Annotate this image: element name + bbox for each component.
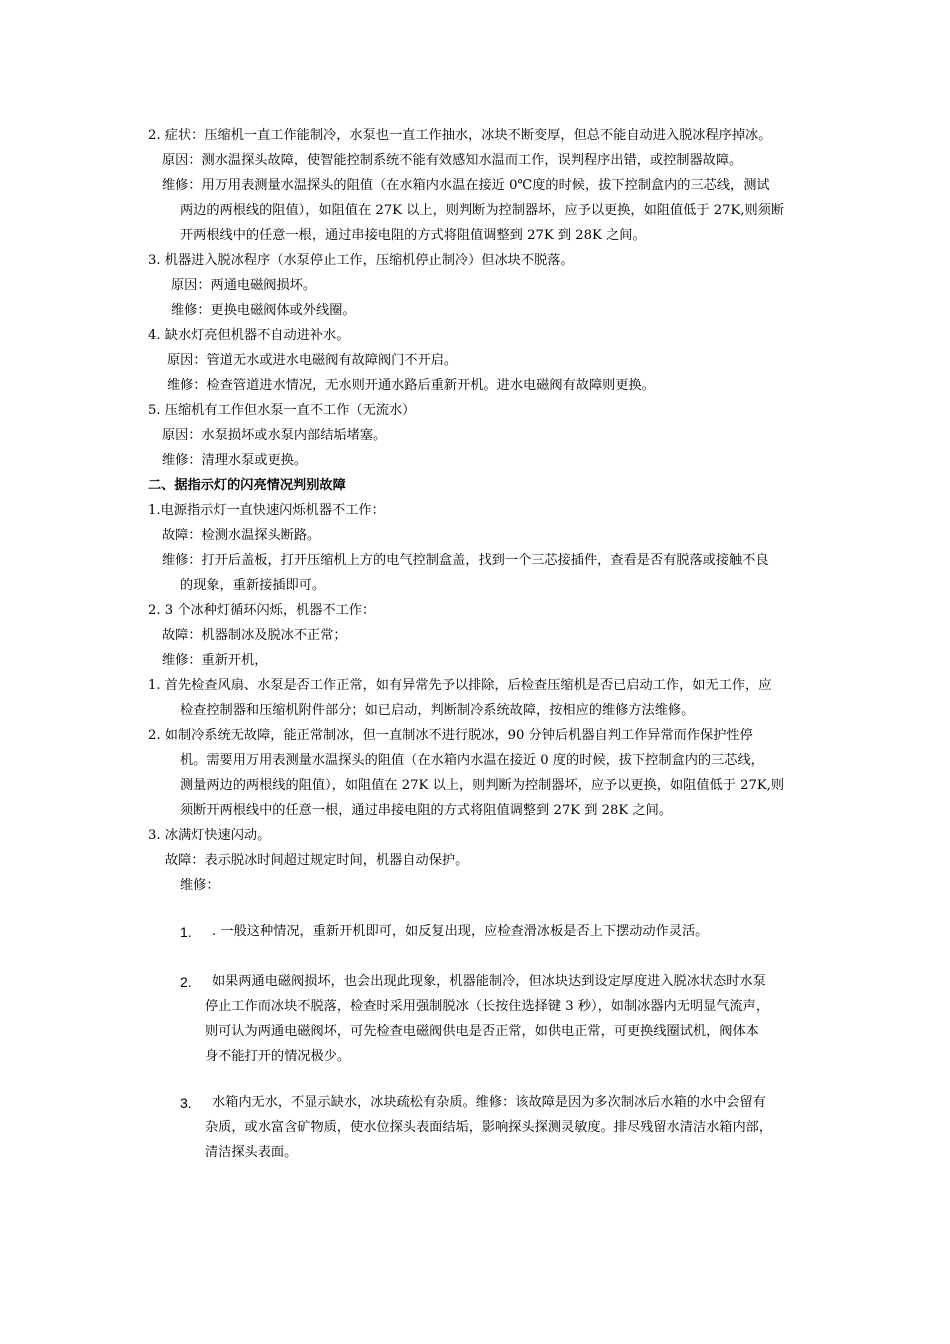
text-line: 2. 症状：压缩机一直工作能制冷，水泵也一直工作抽水，冰块不断变厚，但总不能自动进入脱冰程序掉冰。: [148, 128, 772, 143]
text-line: 3. 冰满灯快速闪动。: [148, 828, 271, 843]
text-line: 两边的两根线的阻值），如阻值在 27K 以上，则判断为控制器坏，应予以更换，如阻值低于 27K,则须断: [180, 203, 785, 218]
list-item-line: 清洁探头表面。: [205, 1145, 298, 1160]
text-line: 开两根线中的任意一根，通过串接电阻的方式将阻值调整到 27K 到 28K 之间。: [180, 228, 646, 243]
list-item-line: 身不能打开的情况极少。: [205, 1049, 351, 1064]
list-item-line: 停止工作而冰块不脱落，检查时采用强制脱冰（长按住选择键 3 秒），如制冰器内无明显气流声，: [205, 999, 770, 1014]
text-line: 原因：两通电磁阀损坏。: [171, 278, 317, 293]
text-line: 2. 如制冷系统无故障，能正常制冰，但一直制冰不进行脱冰，90 分钟后机器自判工作异常而作保护性停: [148, 728, 753, 743]
text-line: 原因：管道无水或进水电磁阀有故障阀门不开启。: [167, 353, 458, 368]
list-number: 2.: [180, 974, 192, 990]
text-line: 须断开两根线中的任意一根，通过串接电阻的方式将阻值调整到 27K 到 28K 之间。: [180, 803, 673, 818]
text-line: 故障：机器制冰及脱冰不正常；: [162, 628, 347, 643]
section-heading: 二、据指示灯的闪亮情况判别故障: [148, 478, 346, 493]
text-line: 1. 首先检查风扇、水泵是否工作正常，如有异常先予以排除，后检查压缩机是否已启动工作，如无工作，应: [148, 678, 772, 693]
list-number: 1.: [180, 924, 192, 940]
text-line: 故障：检测水温探头断路。: [162, 528, 321, 543]
text-line: 故障：表示脱冰时间超过规定时间，机器自动保护。: [165, 853, 469, 868]
text-line: 1.电源指示灯一直快速闪烁机器不工作：: [148, 503, 385, 518]
text-line: 维修：: [180, 878, 220, 893]
text-line: 机。需要用万用表测量水温探头的阻值（在水箱内水温在接近 0 度的时候，拔下控制盒内的三芯线，: [180, 753, 764, 768]
text-line: 5. 压缩机有工作但水泵一直不工作（无流水）: [148, 403, 416, 418]
text-line: 维修：重新开机，: [162, 653, 268, 668]
list-item-line: 则可认为两通电磁阀坏，可先检查电磁阀供电是否正常，如供电正常，可更换线圈试机，阀体本: [205, 1024, 759, 1039]
list-item-line: 水箱内无水，不显示缺水，冰块疏松有杂质。维修：该故障是因为多次制冰后水箱的水中会留有: [212, 1095, 766, 1110]
list-item-line: 杂质，或水富含矿物质，使水位探头表面结垢，影响探头探测灵敏度。排尽残留水清洁水箱内部，: [205, 1120, 773, 1135]
text-line: 原因：测水温探头故障，使智能控制系统不能有效感知水温而工作，误判程序出错，或控制器故障。: [162, 153, 743, 168]
text-line: 维修：打开后盖板，打开压缩机上方的电气控制盒盖，找到一个三芯接插件，查看是否有脱落或接触不良: [162, 553, 769, 568]
text-line: 检查控制器和压缩机附件部分；如已启动，判断制冷系统故障，按相应的维修方法维修。: [180, 703, 695, 718]
text-line: 3. 机器进入脱冰程序（水泵停止工作，压缩机停止制冷）但冰块不脱落。: [148, 253, 574, 268]
text-line: 维修：用万用表测量水温探头的阻值（在水箱内水温在接近 0℃度的时候，拔下控制盒内的三芯线，测试: [162, 178, 770, 193]
text-line: 测量两边的两根线的阻值），如阻值在 27K 以上，则判断为控制器坏，应予以更换，如阻值低于 27K,则: [180, 778, 785, 793]
list-item-line: . 一般这种情况，重新开机即可，如反复出现，应检查滑冰板是否上下摆动动作灵活。: [212, 924, 709, 939]
text-line: 维修：清理水泵或更换。: [162, 453, 308, 468]
text-line: 维修：更换电磁阀体或外线圈。: [171, 303, 356, 318]
list-item-line: 如果两通电磁阀损坏，也会出现此现象，机器能制冷，但冰块达到设定厚度进入脱冰状态时水泵: [212, 974, 766, 989]
text-line: 的现象，重新接插即可。: [180, 578, 326, 593]
text-line: 4. 缺水灯亮但机器不自动进补水。: [148, 328, 350, 343]
text-line: 原因：水泵损坏或水泵内部结垢堵塞。: [162, 428, 387, 443]
list-number: 3.: [180, 1095, 192, 1111]
text-line: 2. 3 个冰种灯循环闪烁，机器不工作：: [148, 603, 376, 618]
text-line: 维修：检查管道进水情况，无水则开通水路后重新开机。进水电磁阀有故障则更换。: [167, 378, 655, 393]
